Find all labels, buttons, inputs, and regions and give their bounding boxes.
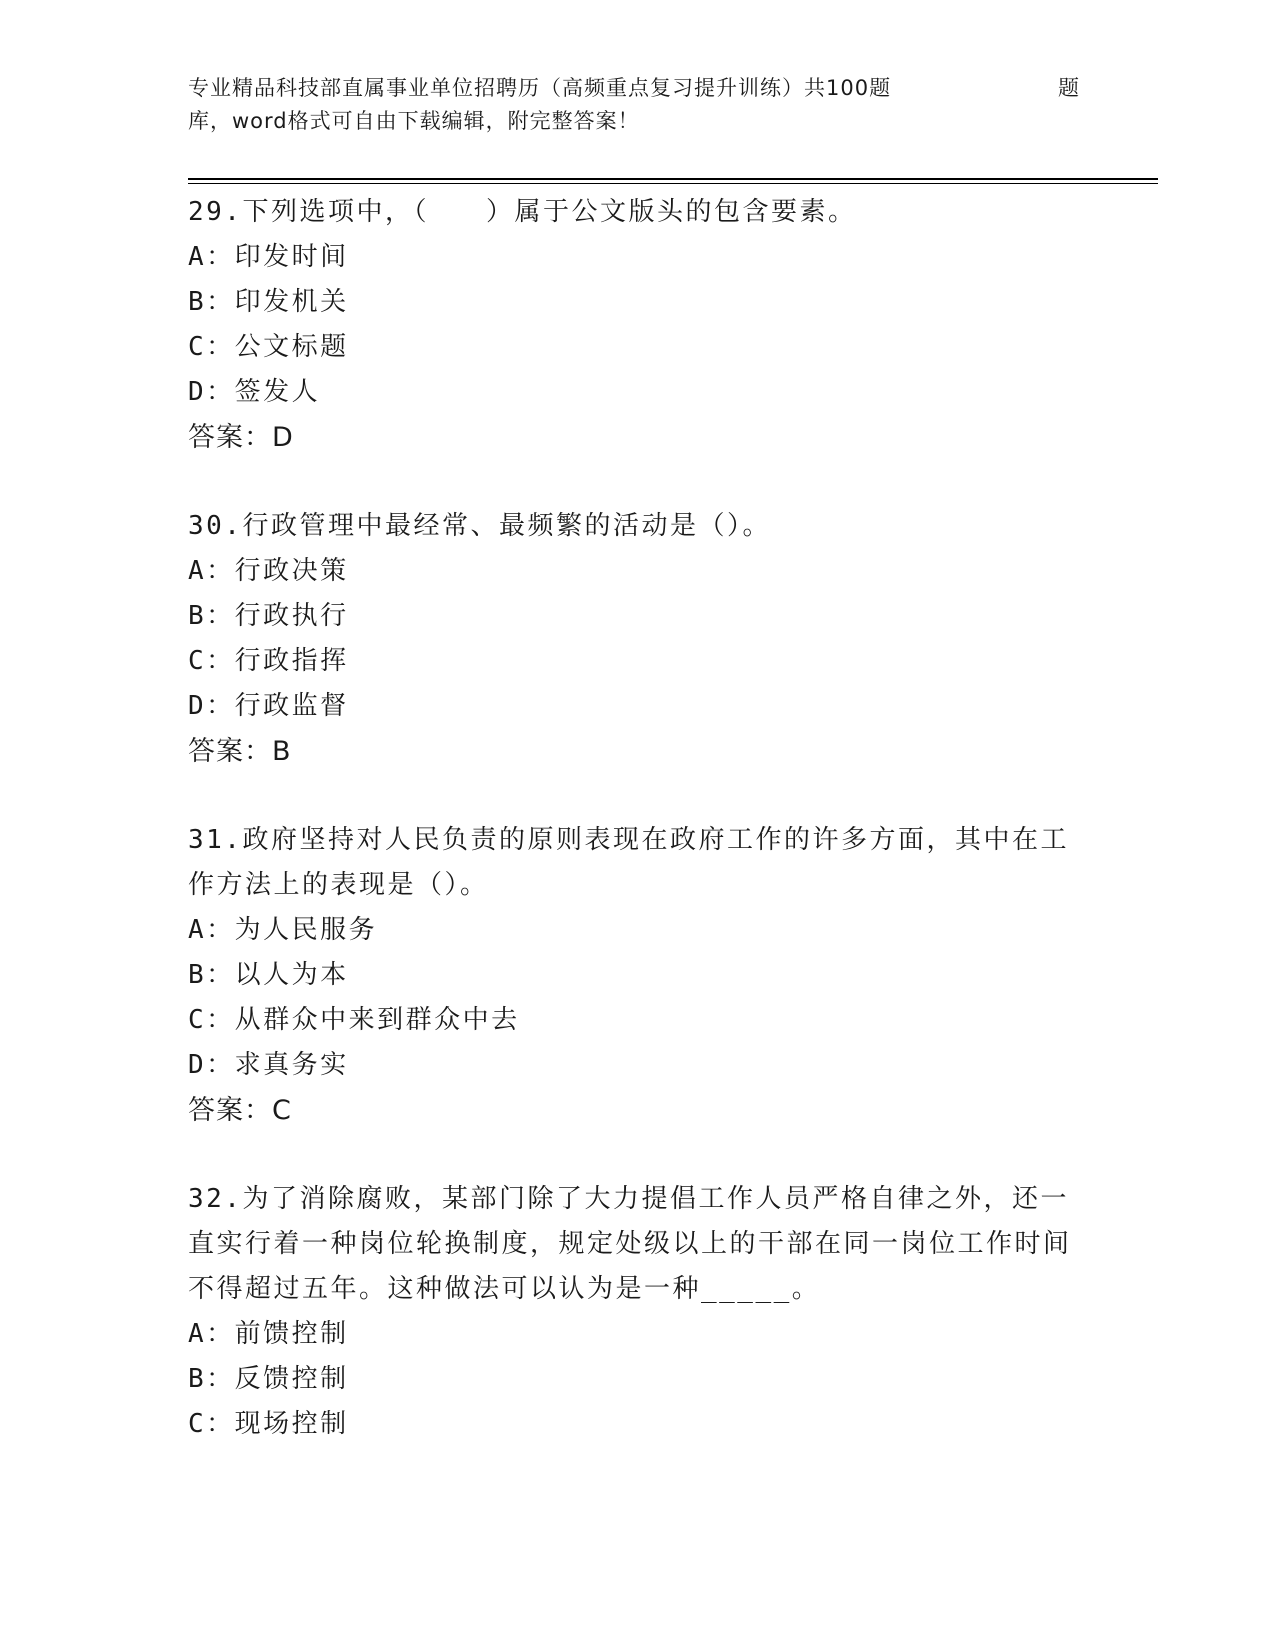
header-title-tail: 题 — [1058, 76, 1080, 100]
question-32 — [188, 1177, 1088, 1447]
option-c: C：从群众中来到群众中去 — [188, 1005, 520, 1035]
header-title-text: 专业精品科技部直属事业单位招聘历（高频重点复习提升训练）共100题 — [188, 76, 892, 100]
option-b: B：以人为本 — [188, 960, 349, 990]
option-c: C：现场控制 — [188, 1409, 349, 1439]
option-b: B：行政执行 — [188, 601, 349, 631]
option-a: A：印发时间 — [188, 242, 349, 272]
option-b: B：印发机关 — [188, 287, 349, 317]
question-stem: 29.下列选项中，（ ）属于公文版头的包含要素。 — [188, 197, 857, 227]
answer-line: 答案：B — [188, 736, 292, 767]
header-line-2: 库，word格式可自由下载编辑，附完整答案！ — [188, 109, 640, 133]
question-stem: 32.为了消除腐败，某部门除了大力提倡工作人员严格自律之外，还一直实行着一种岗位轮换制度，规定处级以上的干部在同一岗位工作时间不得超过五年。这种做法可以认为是一种_____。 — [188, 1184, 1072, 1304]
option-c: C：行政指挥 — [188, 646, 349, 676]
header-divider-thick — [188, 178, 1158, 180]
question-30 — [188, 504, 1088, 774]
question-29 — [188, 190, 1088, 460]
document-header — [188, 72, 1088, 138]
option-d: D：签发人 — [188, 377, 321, 407]
answer-line: 答案：D — [188, 422, 294, 453]
option-c: C：公文标题 — [188, 332, 349, 362]
header-line-1 — [188, 72, 1088, 105]
option-b: B：反馈控制 — [188, 1364, 349, 1394]
question-stem: 31.政府坚持对人民负责的原则表现在政府工作的许多方面，其中在工作方法上的表现是（）。 — [188, 825, 1069, 900]
option-a: A：前馈控制 — [188, 1319, 349, 1349]
header-divider-thin — [188, 183, 1158, 184]
question-31 — [188, 818, 1088, 1133]
question-stem: 30.行政管理中最经常、最频繁的活动是（）。 — [188, 511, 771, 541]
option-d: D：行政监督 — [188, 691, 349, 721]
option-d: D：求真务实 — [188, 1050, 349, 1080]
option-a: A：行政决策 — [188, 556, 349, 586]
question-list — [188, 190, 1088, 1491]
answer-line: 答案：C — [188, 1095, 292, 1126]
option-a: A：为人民服务 — [188, 915, 378, 945]
